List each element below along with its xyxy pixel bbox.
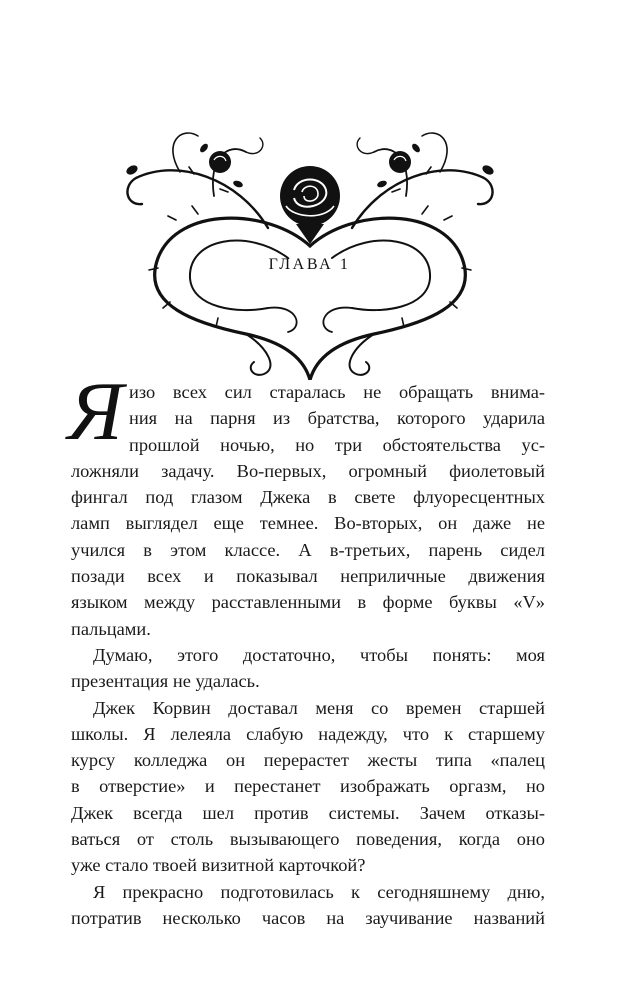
text-line: ваться от столь вызывающего поведения, когда оно (71, 829, 545, 850)
text-line: языком между расставленными в форме буквы «V» (71, 592, 545, 613)
text-line: презентация не удалась. (71, 671, 260, 692)
text-line: изо всех сил старалась не обращать внима- (129, 382, 545, 402)
drop-cap: Я (68, 365, 124, 458)
text-line: Джек Корвин доставал меня со времен старшей (93, 697, 545, 718)
text-line: уже стало твоей визитной карточкой? (71, 855, 366, 876)
text-line: прошлой ночью, но три обстоятельства ус- (129, 434, 545, 455)
text-line: Джек всегда шел против системы. Зачем отказы- (71, 802, 545, 823)
text-line: потратив несколько часов на заучивание названий (71, 907, 545, 928)
text-line: школы. Я лелеяла слабую надежду, что к старшему (71, 723, 545, 744)
text-line: пальцами. (71, 618, 151, 639)
text-line: Думаю, этого достаточно, чтобы понять: моя (93, 644, 545, 665)
chapter-title: ГЛАВА 1 (268, 256, 351, 273)
text-line: позади всех и показывал неприличные движения (71, 566, 545, 587)
rose-thorn-heart-ornament-icon (118, 118, 502, 380)
text-line: ламп выглядел еще темнее. Во-вторых, он даже не (71, 513, 545, 534)
text-line: Я прекрасно подготовилась к сегодняшнему дню, (93, 881, 545, 902)
text-line: в отверстие» и перестанет изображать оргазм, но (71, 776, 545, 797)
body-text (71, 379, 545, 931)
text-line: фингал под глазом Джека в свете флуоресцентных (71, 487, 545, 508)
text-line: ложняли задачу. Во-первых, огромный фиолетовый (71, 460, 545, 481)
text-line: ния на парня из братства, которого ударила (129, 408, 545, 429)
text-line: учился в этом классе. А в-третьих, парень сидел (71, 539, 545, 560)
text-line: курсу колледжа он перерастет жесты типа «палец (71, 750, 545, 771)
